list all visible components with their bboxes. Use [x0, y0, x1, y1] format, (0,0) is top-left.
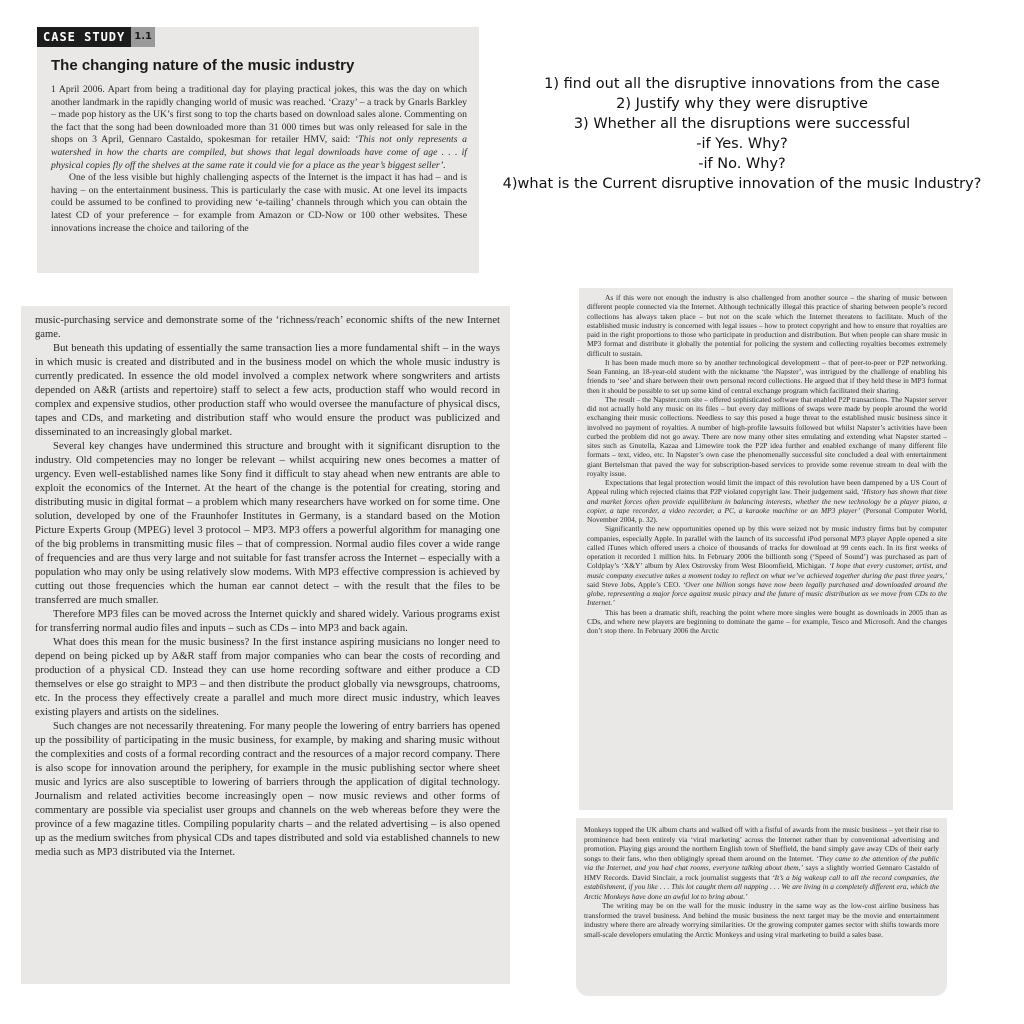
body-paragraph: Therefore MP3 files can be moved across the Internet quickly and shared widely. Various programs exist for transferring normal audio files and inputs – such as CDs – into MP3 and back again. — [35, 609, 500, 634]
question-3: 3) Whether all the disruptions were successful — [573, 116, 911, 132]
case-study-page-right — [579, 288, 953, 810]
body-paragraph: What does this mean for the music business? In the first instance aspiring musicians no longer need to depend on being picked up by A&R staff from major companies who can bear the costs of recording and production of a physical CD. Instead they can use home recording software and either produce a CD themselves or else go straight to MP3 – and then distribute the product globally via newsgroups, chatrooms, etc. In the process they effectively create a parallel and much more direct music industry, which leaves existing players and artists on the sidelines. — [35, 637, 500, 718]
case-study-badge — [37, 27, 467, 47]
intro-paragraph-2: One of the less visible but highly challenging aspects of the Internet is the impact it has had – and is having – on the entertainment business. This is particularly the case with music. At one level its impacts could be assumed to be confined to providing new ‘e-tailing’ channels through which you can obtain the latest CD of your preference – for example from Amazon or CD-Now or 100 other websites. These innovations increase the choice and tailoring of the — [51, 172, 467, 234]
body-paragraph: It has been made much more so by another technological development – that of peer-to-peer or P2P networking. Sean Fanning, an 18-year-old student with the nickname ‘the Napster’, was intrigued by the challenge of enabling his friends to ‘see’ and share between their own personal record collections. He argued that if they held these in MP3 format then it should be possible to set up some kind of central exchange program which facilitated their sharing. — [587, 357, 947, 395]
body-paragraph: The writing may be on the wall for the music industry in the same way as the low-cost airline business has transformed the travel business. And behind the music business the next target may be the movie and entertainment industry where there are already worrying similarities. Or the growing computer games sector with shifts towards more small-scale developers emulating the Arctic Monkeys and using viral marketing to build a sales base. — [584, 901, 939, 940]
case-study-label: CASE STUDY — [37, 27, 131, 47]
question-2: 2) Justify why they were disruptive — [616, 96, 868, 112]
body-paragraph: Expectations that legal protection would limit the impact of this revolution have been dampened by a US Court of Appeal ruling which rejected claims that P2P violated copyright law. Their judgement said, ‘History has shown that time and market forces often provide equilibrium in balancing interests, whether the new technology be a player piano, a copier, a tape recorder, a video recorder, a PC, a karaoke machine or an MP3 player’ (Personal Computer World, November 2004, p. 32). — [587, 478, 947, 524]
body-paragraph: Monkeys topped the UK album charts and walked off with a fistful of awards from the music business – yet their rise to prominence had been entirely via ‘viral marketing’ across the Internet rather than by conventional advertising and promotion. Playing gigs around the northern English town of Sheffield, the band simply gave away CDs of their early songs to their fans, who then obligingly spread them around on the Internet. ‘They came to the attention of the public via the Internet, and you had chat rooms, everyone talking about them,’ says a slightly worried Gennaro Castaldo of HMV Records. David Sinclair, a rock journalist suggests that ‘It’s a big wakeup call to all the record companies, the establishment, if you like . . . This lot caught them all napping . . . We are living in a completely different era, which the Arctic Monkeys have done an awful lot to bring about.’ — [584, 825, 940, 901]
question-3-yes: -if Yes. Why? — [696, 136, 788, 152]
case-study-title: The changing nature of the music industry — [51, 57, 355, 74]
question-4: 4)what is the Current disruptive innovation of the music Industry? — [502, 176, 982, 192]
case-study-page-left — [21, 306, 510, 984]
body-paragraph: This has been a dramatic shift, reaching the point where more singles were bought as downloads in 2005 than as CDs, and where new players are beginning to dominate the game – for example, Tesco and Microsoft. And the changes don’t stop there. In February 2006 the Arctic — [587, 607, 947, 635]
body-paragraph: Such changes are not necessarily threatening. For many people the lowering of entry barriers has opened up the possibility of participating in the music business, for example, by making and sharing music without the complexities and costs of a formal recording contract and the resources of a major record company. There is also scope for innovation around the periphery, for example in the music publishing sector where sheet music and lyrics are also susceptible to lowering of barriers through the application of digital technology. Journalism and related activities become increasingly open – now music reviews and other forms of commentary are possible via specialist user groups and channels on the web whereas before they were the province of a few magazine titles. Compiling popularity charts – and the related advertising – is also opened up as the medium switches from physical CDs and tapes distributed and sold via established channels to new media such as MP3 distributed via the Internet. — [35, 721, 500, 858]
body-paragraph: As if this were not enough the industry is also challenged from another source – the sharing of music between different people connected via the Internet. Although technically illegal this practice of sharing between people’s record collections has always taken place – but not on the scale which the Internet threatens to facilitate. Much of the established music industry is concerned with legal issues – how to protect copyright and how to ensure that royalties are paid in the right proportions to those who participate in production and distribution. But when people can share music in MP3 format and distribute it globally the potential for policing the system and collecting royalties becomes extremely difficult to sustain. — [587, 293, 947, 358]
case-study-intro-panel — [37, 27, 479, 273]
assignment-questions — [486, 74, 998, 194]
body-paragraph: Significantly the new opportunities opened up by this were seized not by music industry firms but by computer companies, especially Apple. In parallel with the launch of its successful iPod personal MP3 player Apple opened a site called iTunes which offered users a choice of thousands of tracks for download at 99 cents each. In its first weeks of operation it recorded 1 million hits. In February 2006 the billionth song (‘Speed of Sound’) was purchased as part of Coldplay’s ‘X&Y’ album by Alex Ostrovsky from West Bloomfield, Michigan. ‘I hope that every customer, artist, and music company executive takes a moment today to reflect on what we’ve achieved together during the past three years,’ said Steve Jobs, Apple’s CEO. ‘Over one billion songs have now been legally purchased and downloaded around the globe, representing a major force against music piracy and the future of music distribution as we move from CDs to the Internet.’ — [587, 524, 948, 608]
body-paragraph: But beneath this updating of essentially the same transaction lies a more fundamental shift – in the ways in which music is created and distributed and in the business model on which the whole music industry is currently predicated. In essence the old model involved a complex network where songwriters and artists depended on A&R (artists and repertoire) staff to select a few acts, production staff who would record in complex and expensive studios, other production staff who would oversee the manufacture of physical discs, tapes and CDs, and marketing and distribution staff who would ensure the product was publicized and disseminated to an increasingly global market. — [35, 343, 500, 438]
intro-paragraph: 1 April 2006. Apart from being a traditional day for playing practical jokes, this was the day on which another landmark in the rapidly changing world of music was reached. ‘Crazy’ – a track by Gnarls Barkley – made pop history as the UK’s first song to top the charts based on download sales alone. Commenting on the fact that the song had been downloaded more than 31 000 times but was only released for sale in the shops on 3 April, Gennaro Castaldo, spokesman for retailer HMV, said: ‘This not only represents a watershed in how the charts are compiled, but shows that legal downloads have come of age . . . if physical copies fly off the shelves at the same rate it could vie for a place as the year’s biggest seller’. — [51, 84, 467, 171]
question-1: 1) find out all the disruptive innovations from the case — [544, 76, 940, 92]
case-study-page-bottom — [576, 818, 947, 996]
body-paragraph: The result – the Napster.com site – offered sophisticated software that enabled P2P transactions. The Napster server did not actually hold any music on its files – but every day millions of swaps were made by people around the world exchanging their music collections. Needless to say this posed a huge threat to the established music business since it involved no payment of royalties. A number of high-profile lawsuits followed but whilst Napster’s activities have been curbed the problem did not go away. There are now many other sites emulating and extending what Napster started – sites such as Gnutella, Kazaa and Limewire took the P2P idea further and enabled exchange of many different file formats – text, video, etc. In Napster’s own case the phenomenally successful site concluded a deal with entertainment giant Bertelsman that paved the way for subscription-based services to provide some revenue stream to deal with the royalty issue. — [587, 394, 947, 478]
body-paragraph: Several key changes have undermined this structure and brought with it significant disruption to the industry. Old competencies may no longer be relevant – whilst acquiring new ones becomes a matter of urgency. Even well-established names like Sony find it difficult to stay ahead when new entrants are able to exploit the economics of the Internet. At the heart of the change is the potential for creating, storing and distributing music in digital format – a problem which many researchers have worked on for some time. One solution, developed by one of the Fraunhofer Institutes in Germany, is a standard based on the Motion Picture Experts Group (MPEG) level 3 protocol – MP3. MP3 offers a powerful algorithm for managing one of the big problems in transmitting music files – that of compression. Normal audio files cover a wide range of frequencies and are thus very large and not suitable for fast transfer across the Internet – especially with a population who may only be using relatively slow modems. With MP3 effective compression is achieved by cutting out those frequencies which the human ear cannot detect – with the result that the files to be transferred are much smaller. — [35, 441, 500, 606]
body-paragraph: music-purchasing service and demonstrate some of the ‘richness/reach’ economic shifts of the new Internet game. — [35, 315, 500, 340]
case-study-number: 1.1 — [131, 27, 155, 47]
question-3-no: -if No. Why? — [698, 156, 786, 172]
